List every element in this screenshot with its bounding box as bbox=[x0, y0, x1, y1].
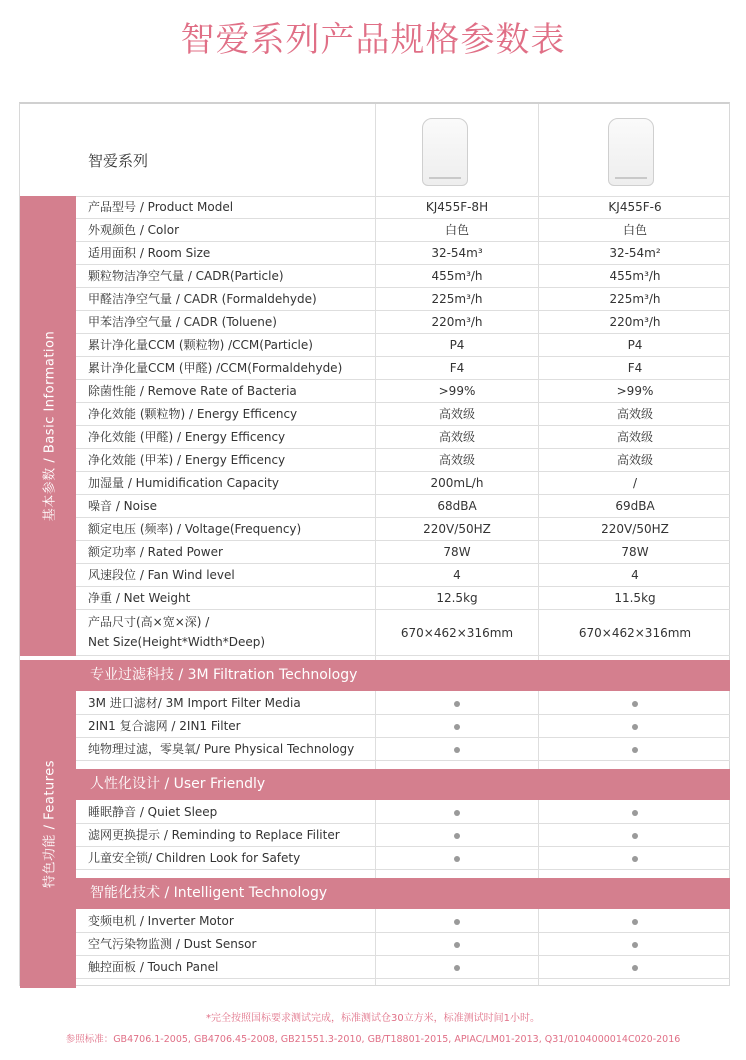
check-dot-icon bbox=[454, 919, 460, 925]
feature-check-a bbox=[377, 933, 537, 955]
size-value-a: 670×462×316mm bbox=[400, 626, 514, 640]
feature-check-b bbox=[540, 933, 730, 955]
row-value-a: KJ455F-8H bbox=[425, 200, 489, 214]
check-dot-icon bbox=[454, 965, 460, 971]
footnote: *完全按照国标要求测试完成，标准测试仓30立方米，标准测试时间1小时。 bbox=[205, 1013, 541, 1024]
check-dot-icon bbox=[454, 747, 460, 753]
row-label: 颗粒物洁净空气量 / CADR(Particle) bbox=[88, 269, 284, 283]
row-value-b: 高效级 bbox=[616, 453, 653, 467]
table-row bbox=[76, 242, 730, 265]
feature-label: 睡眠静音 / Quiet Sleep bbox=[88, 805, 218, 819]
row-value-b: 高效级 bbox=[616, 407, 653, 421]
row-label: 净重 / Net Weight bbox=[88, 591, 191, 605]
row-value-b: P4 bbox=[627, 338, 643, 352]
table-row bbox=[76, 449, 730, 472]
feature-check-a bbox=[377, 738, 537, 760]
feature-group-title: 专业过滤科技 / 3M Filtration Technology bbox=[90, 667, 358, 683]
row-value-b: 4 bbox=[631, 568, 639, 582]
row-value-b: F4 bbox=[627, 361, 643, 375]
size-label-line2: Net Size(Height*Width*Deep) bbox=[88, 635, 266, 649]
row-value-a: 高效级 bbox=[438, 407, 475, 421]
row-value-a: 78W bbox=[443, 545, 471, 559]
row-value-a: 白色 bbox=[444, 223, 469, 237]
feature-row bbox=[76, 847, 730, 870]
row-label: 除菌性能 / Remove Rate of Bacteria bbox=[88, 384, 297, 398]
product-image-8h bbox=[422, 118, 468, 186]
check-dot-icon bbox=[454, 724, 460, 730]
feature-group-header bbox=[76, 769, 730, 800]
row-label: 额定功率 / Rated Power bbox=[88, 545, 223, 559]
table-row bbox=[76, 541, 730, 564]
table-row bbox=[76, 403, 730, 426]
row-value-b: / bbox=[632, 476, 638, 490]
check-dot-icon bbox=[632, 747, 638, 753]
row-value-b: 32-54m² bbox=[609, 246, 661, 260]
row-value-a: 12.5kg bbox=[436, 591, 478, 605]
row-value-b: 高效级 bbox=[616, 430, 653, 444]
side-label-basic bbox=[20, 196, 76, 656]
feature-check-b bbox=[540, 738, 730, 760]
feature-label: 2IN1 复合滤网 / 2IN1 Filter bbox=[88, 719, 241, 733]
check-dot-icon bbox=[632, 856, 638, 862]
row-value-a: P4 bbox=[449, 338, 465, 352]
table-row bbox=[76, 518, 730, 541]
table-row bbox=[76, 495, 730, 518]
feature-group-header bbox=[76, 878, 730, 909]
size-label-line1: 产品尺寸(高×宽×深) / bbox=[88, 615, 210, 629]
row-label: 累计净化量CCM (颗粒物) /CCM(Particle) bbox=[88, 338, 313, 352]
size-value-b: 670×462×316mm bbox=[578, 626, 692, 640]
check-dot-icon bbox=[454, 942, 460, 948]
feature-check-a bbox=[377, 801, 537, 823]
check-dot-icon bbox=[632, 919, 638, 925]
check-dot-icon bbox=[454, 833, 460, 839]
row-label: 加湿量 / Humidification Capacity bbox=[88, 476, 280, 490]
feature-check-b bbox=[540, 692, 730, 714]
check-dot-icon bbox=[632, 833, 638, 839]
row-value-a: 32-54m³ bbox=[431, 246, 483, 260]
row-value-a: 高效级 bbox=[438, 430, 475, 444]
standards-note: 参照标准：GB4706.1-2005, GB4706.45-2008, GB21551.3-2010, GB/T18801-2015, APIAC/LM01-2013, Q31/0104000014C020-2016 bbox=[65, 1034, 681, 1045]
table-row bbox=[76, 265, 730, 288]
table-row bbox=[76, 288, 730, 311]
row-label: 产品型号 / Product Model bbox=[88, 200, 234, 214]
feature-row bbox=[76, 692, 730, 715]
row-value-a: 200mL/h bbox=[430, 476, 484, 490]
feature-row bbox=[76, 933, 730, 956]
row-label: 适用面积 / Room Size bbox=[88, 246, 211, 260]
check-dot-icon bbox=[632, 942, 638, 948]
side-label-features bbox=[20, 660, 76, 988]
check-dot-icon bbox=[454, 856, 460, 862]
feature-check-a bbox=[377, 910, 537, 932]
feature-check-b bbox=[540, 956, 730, 978]
check-dot-icon bbox=[632, 965, 638, 971]
row-value-a: 455m³/h bbox=[431, 269, 483, 283]
feature-label: 空气污染物监测 / Dust Sensor bbox=[88, 937, 257, 951]
table-row bbox=[76, 587, 730, 610]
page-title: 智爱系列产品规格参数表 bbox=[180, 20, 566, 60]
row-value-b: 455m³/h bbox=[609, 269, 661, 283]
row-value-b: 11.5kg bbox=[614, 591, 656, 605]
row-value-b: KJ455F-6 bbox=[608, 200, 662, 214]
row-value-a: 225m³/h bbox=[431, 292, 483, 306]
row-value-a: F4 bbox=[449, 361, 465, 375]
row-value-a: 4 bbox=[453, 568, 461, 582]
feature-check-b bbox=[540, 824, 730, 846]
product-image-6 bbox=[608, 118, 654, 186]
check-dot-icon bbox=[632, 810, 638, 816]
feature-check-b bbox=[540, 910, 730, 932]
check-dot-icon bbox=[454, 810, 460, 816]
feature-check-b bbox=[540, 715, 730, 737]
row-value-b: 69dBA bbox=[615, 499, 655, 513]
row-value-a: 220V/50HZ bbox=[423, 522, 491, 536]
feature-label: 触控面板 / Touch Panel bbox=[88, 960, 219, 974]
row-value-a: 68dBA bbox=[437, 499, 477, 513]
feature-row bbox=[76, 910, 730, 933]
row-label: 净化效能 (甲苯) / Energy Efficency bbox=[88, 453, 286, 467]
row-label: 外观颜色 / Color bbox=[88, 223, 180, 237]
row-label: 累计净化量CCM (甲醛) /CCM(Formaldehyde) bbox=[88, 361, 343, 375]
check-dot-icon bbox=[454, 701, 460, 707]
row-label: 噪音 / Noise bbox=[88, 499, 157, 513]
size-row-label bbox=[88, 612, 265, 652]
table-row bbox=[76, 357, 730, 380]
feature-check-a bbox=[377, 692, 537, 714]
table-row bbox=[76, 219, 730, 242]
feature-check-a bbox=[377, 956, 537, 978]
row-label: 净化效能 (颗粒物) / Energy Efficency bbox=[88, 407, 298, 421]
row-label: 额定电压 (频率) / Voltage(Frequency) bbox=[88, 522, 302, 536]
row-value-a: 高效级 bbox=[438, 453, 475, 467]
feature-label: 纯物理过滤，零臭氧/ Pure Physical Technology bbox=[88, 742, 355, 756]
row-value-b: >99% bbox=[616, 384, 654, 398]
feature-row bbox=[76, 824, 730, 847]
table-row bbox=[76, 380, 730, 403]
feature-check-b bbox=[540, 847, 730, 869]
side-label-basic-text: 基本参数 / Basic Information bbox=[42, 330, 58, 522]
feature-row bbox=[76, 801, 730, 824]
feature-row bbox=[76, 738, 730, 761]
feature-label: 滤网更换提示 / Reminding to Replace Filiter bbox=[88, 828, 340, 842]
check-dot-icon bbox=[632, 701, 638, 707]
feature-check-a bbox=[377, 824, 537, 846]
size-row bbox=[76, 610, 730, 656]
feature-row bbox=[76, 715, 730, 738]
feature-group-header bbox=[76, 660, 730, 691]
row-value-a: 220m³/h bbox=[431, 315, 483, 329]
row-value-b: 78W bbox=[621, 545, 649, 559]
feature-label: 3M 进口滤材/ 3M Import Filter Media bbox=[88, 696, 301, 710]
feature-label: 变频电机 / Inverter Motor bbox=[88, 914, 234, 928]
feature-check-a bbox=[377, 847, 537, 869]
feature-row bbox=[76, 956, 730, 979]
row-label: 甲醛洁净空气量 / CADR (Formaldehyde) bbox=[88, 292, 317, 306]
feature-label: 儿童安全锁/ Children Look for Safety bbox=[88, 851, 301, 865]
row-label: 甲苯洁净空气量 / CADR (Toluene) bbox=[88, 315, 277, 329]
row-label: 风速段位 / Fan Wind level bbox=[88, 568, 235, 582]
row-value-b: 白色 bbox=[622, 223, 647, 237]
row-value-a: >99% bbox=[438, 384, 476, 398]
table-row bbox=[76, 426, 730, 449]
table-row bbox=[76, 472, 730, 495]
side-label-features-text: 特色功能 / Features bbox=[42, 759, 58, 889]
table-row bbox=[76, 196, 730, 219]
series-name: 智爱系列 bbox=[88, 152, 149, 170]
feature-group-title: 智能化技术 / Intelligent Technology bbox=[90, 885, 328, 901]
check-dot-icon bbox=[632, 724, 638, 730]
feature-group-title: 人性化设计 / User Friendly bbox=[90, 776, 266, 792]
row-value-b: 220m³/h bbox=[609, 315, 661, 329]
feature-check-a bbox=[377, 715, 537, 737]
table-row bbox=[76, 564, 730, 587]
spec-table bbox=[19, 102, 730, 986]
row-value-b: 225m³/h bbox=[609, 292, 661, 306]
table-row bbox=[76, 334, 730, 357]
row-value-b: 220V/50HZ bbox=[601, 522, 669, 536]
row-label: 净化效能 (甲醛) / Energy Efficency bbox=[88, 430, 286, 444]
feature-check-b bbox=[540, 801, 730, 823]
table-row bbox=[76, 311, 730, 334]
